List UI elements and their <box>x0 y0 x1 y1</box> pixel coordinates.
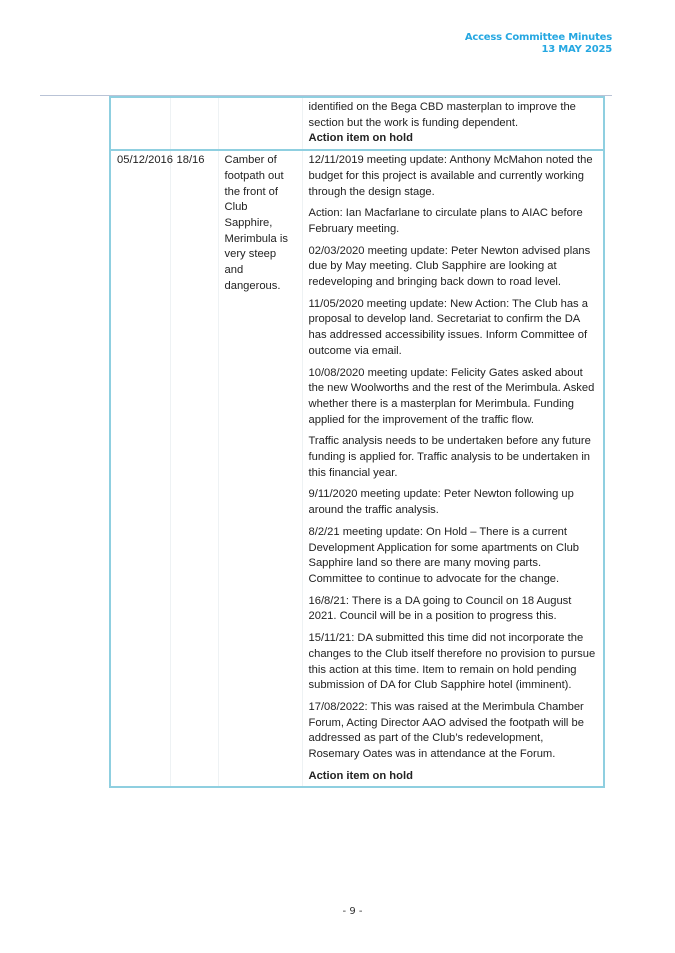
updates-cell <box>302 97 604 150</box>
update-entry: 16/8/21: There is a DA going to Council on 18 August 2021. Council will be in a position to progress this. <box>308 594 572 623</box>
update-entry: Traffic analysis needs to be undertaken before any future funding is applied for. Traffic analysis to be undertaken in this financial year. <box>308 435 591 479</box>
minutes-table <box>109 96 605 788</box>
table-row <box>110 150 604 787</box>
date-cell <box>110 97 170 150</box>
update-entry: 15/11/21: DA submitted this time did not incorporate the changes to the Club itself therefore no provision to pursue this action at this time. Item to remain on hold pending submission of DA for Club Sapphire hotel (imminent). <box>308 632 596 692</box>
update-entry: 17/08/2022: This was raised at the Merimbula Chamber Forum, Acting Director AAO advised the footpath will be addressed as part of the Club’s redevelopment, Rosemary Oates was in attendance at the Forum. <box>308 700 584 761</box>
status-text: Action item on hold <box>308 132 413 145</box>
update-text: identified on the Bega CBD masterplan to improve the section but the work is funding dependent. <box>308 101 576 129</box>
document-header <box>465 32 612 56</box>
update-entry: Action: Ian Macfarlane to circulate plans to AIAC before February meeting. <box>308 207 583 235</box>
status-text: Action item on hold <box>308 769 413 782</box>
description-cell: Camber of footpath out the front of Club Sapphire, Merimbula is very steep and dangerous. <box>218 150 302 787</box>
description-cell <box>218 97 302 150</box>
updates-cell <box>302 150 604 787</box>
item-number-cell: 18/16 <box>170 150 218 787</box>
item-number-cell <box>170 97 218 150</box>
date-cell: 05/12/2016 <box>110 150 170 787</box>
header-date: 13 MAY 2025 <box>541 44 612 55</box>
update-entry: 02/03/2020 meeting update: Peter Newton advised plans due by May meeting. Club Sapphire are looking at redeveloping and bringing back down to road level. <box>308 244 591 289</box>
header-title: Access Committee Minutes <box>464 32 612 43</box>
table-row <box>110 97 604 150</box>
update-entry: 12/11/2019 meeting update: Anthony McMahon noted the budget for this project is available and currently working through the design stage. <box>308 154 593 198</box>
page-number: - 9 - <box>342 906 363 917</box>
update-entry: 9/11/2020 meeting update: Peter Newton following up around the traffic analysis. <box>308 488 574 517</box>
update-entry: 11/05/2020 meeting update: New Action: The Club has a proposal to develop land. Secretariat to confirm the DA has addressed accessibility issues. Inform Committee of outcome via email. <box>308 297 588 357</box>
update-entry: 10/08/2020 meeting update: Felicity Gates asked about the new Woolworths and the rest of the Merimbula. Asked whether there is a masterplan for Merimbula. Funding applied for the improvement of the traffic flow. <box>308 366 595 426</box>
update-entry: 8/2/21 meeting update: On Hold – There is a current Development Application for some apartments on Club Sapphire land so there are many moving parts. Committee to continue to advocate for the change. <box>308 525 580 585</box>
